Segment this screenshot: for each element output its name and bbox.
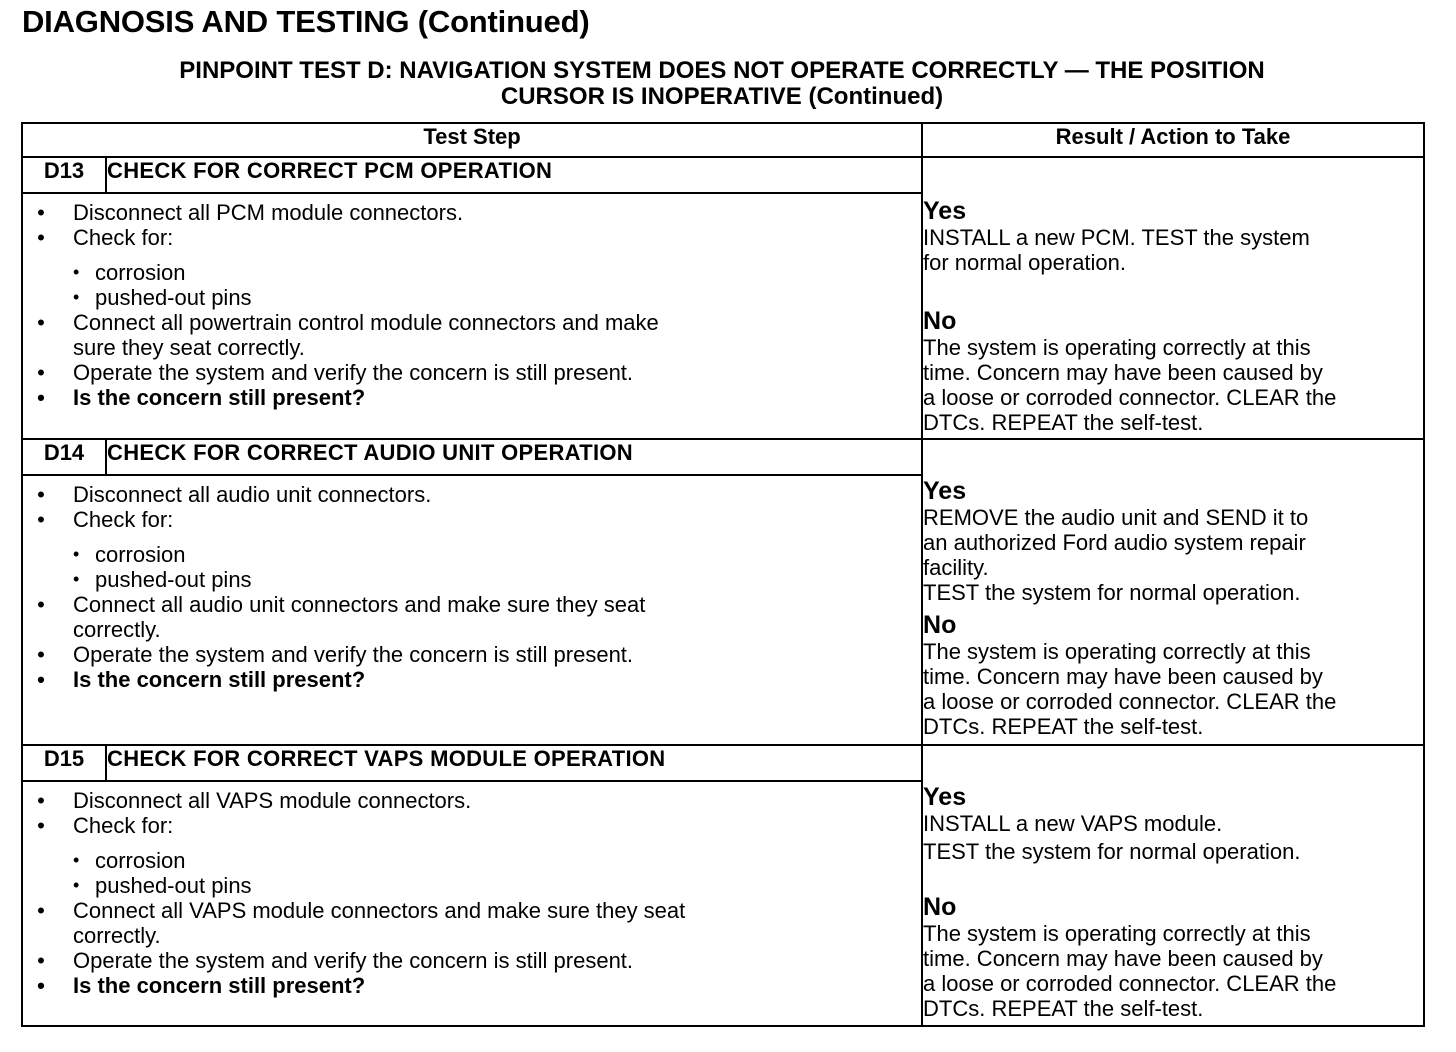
step-title: CHECK FOR CORRECT AUDIO UNIT OPERATION — [106, 439, 922, 475]
bullet-icon: • — [37, 667, 45, 692]
bullet-icon: • — [37, 200, 45, 225]
step-bullet — [23, 592, 921, 617]
bullet-text: Check for: — [73, 813, 174, 838]
result-no-line: a loose or corroded connector. CLEAR the — [923, 689, 1337, 714]
column-header-test-step: Test Step — [22, 123, 922, 157]
step-bullet-continuation — [23, 617, 921, 642]
column-header-result: Result / Action to Take — [922, 123, 1424, 157]
step-instructions — [22, 193, 922, 439]
sub-bullet-icon: • — [73, 262, 80, 282]
step-instructions — [22, 781, 922, 1026]
sub-bullet-text: corrosion — [95, 848, 186, 873]
step-bullet — [23, 482, 921, 507]
result-yes-line: facility. — [923, 555, 989, 580]
step-title-row — [22, 745, 1424, 781]
bullet-icon: • — [37, 948, 45, 973]
sub-bullet — [23, 260, 921, 285]
result-yes-line: INSTALL a new VAPS module. — [923, 811, 1223, 836]
step-title-row — [22, 157, 1424, 193]
result-no-label: No — [923, 307, 957, 335]
sub-bullet — [23, 873, 921, 898]
bullet-icon: • — [37, 507, 45, 532]
bullet-text: correctly. — [73, 923, 161, 948]
bullet-text: Disconnect all audio unit connectors. — [73, 482, 432, 507]
result-no-label: No — [923, 893, 957, 921]
bullet-text: Is the concern still present? — [73, 385, 366, 410]
result-no-text — [923, 921, 1423, 1021]
bullet-text: correctly. — [73, 617, 161, 642]
result-no-line: The system is operating correctly at this — [923, 335, 1311, 360]
result-no-line: DTCs. REPEAT the self-test. — [923, 410, 1204, 435]
result-cell — [922, 439, 1424, 745]
bullet-icon: • — [37, 225, 45, 250]
bullet-text: Is the concern still present? — [73, 973, 366, 998]
result-yes-label: Yes — [923, 477, 967, 505]
result-no-label: No — [923, 611, 957, 639]
sub-bullet-text: corrosion — [95, 542, 186, 567]
sub-bullet-text: pushed-out pins — [95, 567, 252, 592]
step-title: CHECK FOR CORRECT VAPS MODULE OPERATION — [106, 745, 922, 781]
result-yes-label: Yes — [923, 783, 967, 811]
step-bullet — [23, 310, 921, 335]
sub-bullet — [23, 567, 921, 592]
step-bullet — [23, 642, 921, 667]
sub-bullet-icon: • — [73, 544, 80, 564]
bullet-text: Operate the system and verify the concern is still present. — [73, 948, 634, 973]
bullet-icon: • — [37, 788, 45, 813]
step-id: D14 — [22, 439, 106, 475]
bullet-text: Is the concern still present? — [73, 667, 366, 692]
pinpoint-test-table — [21, 122, 1425, 1027]
result-yes-text — [923, 225, 1423, 275]
bullet-icon: • — [37, 385, 45, 410]
pinpoint-test-title-line2: CURSOR IS INOPERATIVE (Continued) — [500, 83, 944, 110]
step-id: D15 — [22, 745, 106, 781]
sub-bullet-icon: • — [73, 875, 80, 895]
page-title: DIAGNOSIS AND TESTING (Continued) — [22, 4, 590, 39]
sub-bullet-icon: • — [73, 569, 80, 589]
bullet-icon: • — [37, 973, 45, 998]
bullet-icon: • — [37, 360, 45, 385]
result-yes-line: INSTALL a new PCM. TEST the system — [923, 225, 1310, 250]
bullet-text: Connect all audio unit connectors and make sure they seat — [73, 592, 646, 617]
result-yes-label: Yes — [923, 197, 967, 225]
sub-bullet-text: corrosion — [95, 260, 186, 285]
step-bullet — [23, 898, 921, 923]
sub-bullet-text: pushed-out pins — [95, 873, 252, 898]
step-bullet — [23, 360, 921, 385]
sub-bullet-icon: • — [73, 850, 80, 870]
pinpoint-test-title-line1: PINPOINT TEST D: NAVIGATION SYSTEM DOES NOT OPERATE CORRECTLY — THE POSITION — [179, 57, 1265, 84]
result-yes-text — [923, 811, 1423, 864]
result-no-line: a loose or corroded connector. CLEAR the — [923, 385, 1337, 410]
result-yes-line: for normal operation. — [923, 250, 1127, 275]
step-bullet — [23, 788, 921, 813]
result-no-line: time. Concern may have been caused by — [923, 360, 1323, 385]
step-bullet-question — [23, 667, 921, 692]
sub-bullet — [23, 285, 921, 310]
step-bullet — [23, 813, 921, 838]
step-bullet — [23, 507, 921, 532]
step-title-row — [22, 439, 1424, 475]
step-title: CHECK FOR CORRECT PCM OPERATION — [106, 157, 922, 193]
result-no-text — [923, 639, 1423, 739]
result-yes-line: TEST the system for normal operation. — [923, 839, 1301, 864]
bullet-text: Operate the system and verify the concern is still present. — [73, 360, 634, 385]
bullet-text: Connect all powertrain control module connectors and make — [73, 310, 659, 335]
bullet-text: Disconnect all PCM module connectors. — [73, 200, 464, 225]
result-no-text — [923, 335, 1423, 435]
result-no-line: time. Concern may have been caused by — [923, 664, 1323, 689]
table-header-row — [22, 123, 1424, 157]
result-yes-line: an authorized Ford audio system repair — [923, 530, 1306, 555]
bullet-text: Connect all VAPS module connectors and make sure they seat — [73, 898, 686, 923]
bullet-text: Check for: — [73, 507, 174, 532]
step-instructions — [22, 475, 922, 745]
bullet-text: sure they seat correctly. — [73, 335, 305, 360]
sub-bullet — [23, 848, 921, 873]
result-cell — [922, 745, 1424, 1026]
bullet-icon: • — [37, 310, 45, 335]
step-bullet-continuation — [23, 335, 921, 360]
result-no-line: time. Concern may have been caused by — [923, 946, 1323, 971]
pinpoint-test-title — [22, 58, 1422, 110]
sub-bullet-icon: • — [73, 287, 80, 307]
result-yes-line: REMOVE the audio unit and SEND it to — [923, 505, 1309, 530]
result-yes-line: TEST the system for normal operation. — [923, 580, 1301, 605]
result-no-line: DTCs. REPEAT the self-test. — [923, 996, 1204, 1021]
result-yes-text — [923, 505, 1423, 605]
bullet-icon: • — [37, 642, 45, 667]
bullet-text: Check for: — [73, 225, 174, 250]
result-no-line: DTCs. REPEAT the self-test. — [923, 714, 1204, 739]
step-bullet-question — [23, 973, 921, 998]
result-no-line: The system is operating correctly at this — [923, 639, 1311, 664]
step-bullet — [23, 225, 921, 250]
step-bullet — [23, 200, 921, 225]
result-no-line: The system is operating correctly at this — [923, 921, 1311, 946]
bullet-icon: • — [37, 592, 45, 617]
bullet-text: Operate the system and verify the concern is still present. — [73, 642, 634, 667]
bullet-icon: • — [37, 898, 45, 923]
step-bullet-continuation — [23, 923, 921, 948]
bullet-text: Disconnect all VAPS module connectors. — [73, 788, 472, 813]
sub-bullet-text: pushed-out pins — [95, 285, 252, 310]
sub-bullet — [23, 542, 921, 567]
bullet-icon: • — [37, 482, 45, 507]
result-no-line: a loose or corroded connector. CLEAR the — [923, 971, 1337, 996]
step-bullet — [23, 948, 921, 973]
step-id: D13 — [22, 157, 106, 193]
step-bullet-question — [23, 385, 921, 410]
bullet-icon: • — [37, 813, 45, 838]
result-cell — [922, 157, 1424, 439]
